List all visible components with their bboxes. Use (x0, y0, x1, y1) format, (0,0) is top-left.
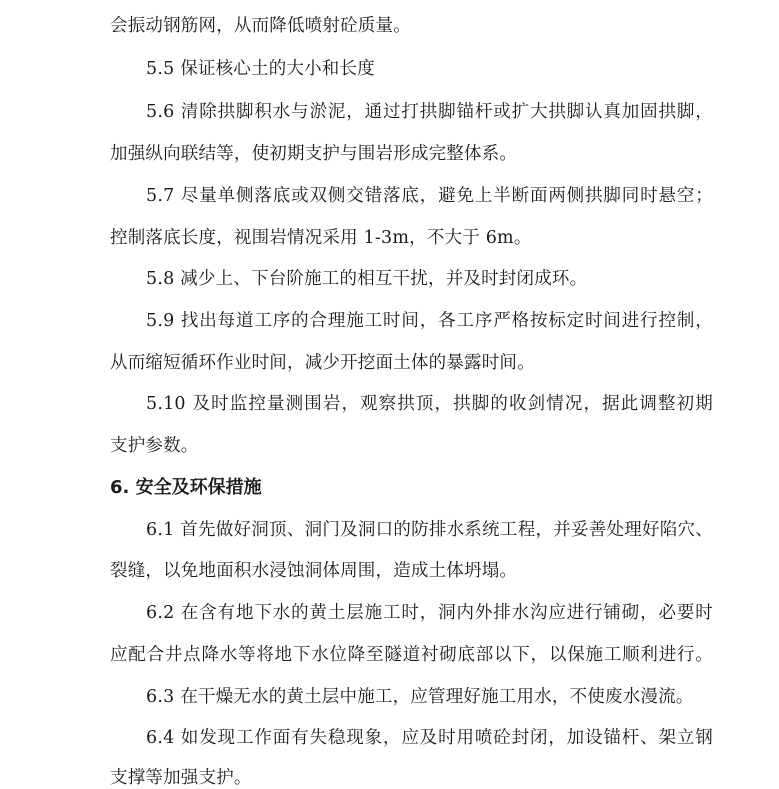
text-line: 支护参数。 (110, 436, 199, 456)
text-line: 裂缝，以免地面积水浸蚀洞体周围，造成土体坍塌。 (110, 561, 518, 581)
text-line: 5.6 清除拱脚积水与淤泥，通过打拱脚锚杆或扩大拱脚认真加固拱脚， (146, 102, 713, 122)
text-line: 6.2 在含有地下水的黄土层施工时，洞内外排水沟应进行铺砌，必要时 (146, 603, 713, 623)
text-line: 控制落底长度，视围岩情况采用 1-3m，不大于 6m。 (110, 228, 532, 248)
text-line: 会振动钢筋网，从而降低喷射砼质量。 (110, 16, 411, 36)
text-line: 5.8 减少上、下台阶施工的相互干扰，并及时封闭成环。 (146, 269, 588, 289)
text-line: 5.7 尽量单侧落底或双侧交错落底，避免上半断面两侧拱脚同时悬空； (146, 186, 713, 206)
text-line: 5.5 保证核心土的大小和长度 (146, 59, 375, 79)
text-line: 应配合井点降水等将地下水位降至隧道衬砌底部以下，以保施工顺利进行。 (110, 645, 713, 665)
text-line: 支撑等加强支护。 (110, 768, 252, 788)
text-line: 6.3 在干燥无水的黄土层中施工，应管理好施工用水，不使废水漫流。 (146, 687, 694, 707)
section-heading: 6. 安全及环保措施 (110, 477, 262, 498)
text-line: 6.4 如发现工作面有失稳现象，应及时用喷砼封闭，加设锚杆、架立钢 (146, 728, 713, 748)
text-line: 5.9 找出每道工序的合理施工时间，各工序严格按标定时间进行控制， (146, 311, 713, 331)
text-line: 从而缩短循环作业时间，减少开挖面土体的暴露时间。 (110, 353, 535, 373)
text-line: 加强纵向联结等，使初期支护与围岩形成完整体系。 (110, 144, 518, 164)
text-line: 6.1 首先做好洞顶、洞门及洞口的防排水系统工程，并妥善处理好陷穴、 (146, 520, 713, 540)
text-line: 5.10 及时监控量测围岩，观察拱顶，拱脚的收剑情况，据此调整初期 (146, 394, 713, 414)
